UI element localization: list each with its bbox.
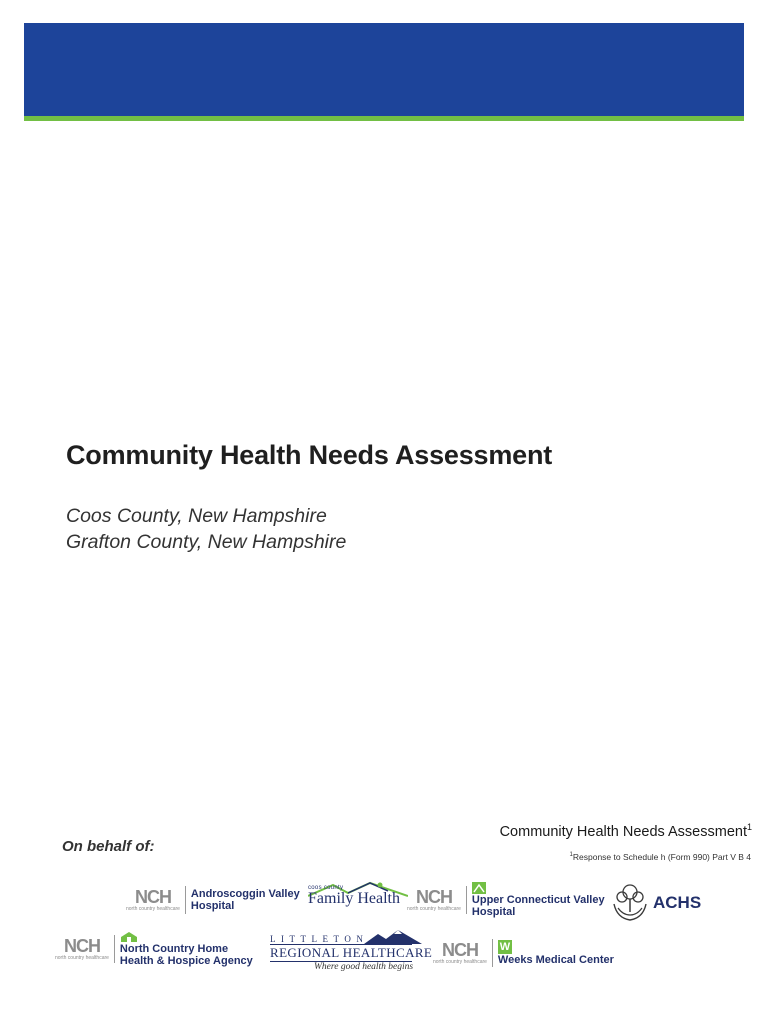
lrh-top: LITTLETON [270,934,369,944]
house-icon [120,931,138,943]
ucvh-emblem-icon [472,882,486,894]
header-banner [24,23,744,116]
nch-mark [55,937,109,961]
logo-divider [492,939,493,967]
nch-letters: NCH [134,887,171,907]
ccfh-small: coos county [308,885,344,891]
achs-text: ACHS [653,893,702,912]
tree-hands-icon [611,882,649,924]
ncha-name-line1: North Country Home [119,943,229,955]
wmc-name-text: Weeks Medical Center [497,954,614,966]
ucvh-logo [407,882,605,918]
lrh-mountain-icon [364,928,422,944]
nch-mark [407,888,461,912]
nch-tagline: north country healthcare [55,955,109,961]
reference-title-text: Community Health Needs Assessment [499,823,747,840]
wmc-name [498,940,614,966]
lrh-tagline: Where good health begins [314,962,414,972]
nch-letters: NCH [63,936,100,956]
footnote-mark-note: 1 [569,852,573,859]
reference-note [570,852,751,862]
ucvh-name-line1: Upper Connecticut Valley [471,894,605,906]
nch-mark [126,888,180,912]
subtitle-grafton: Grafton County, New Hampshire [66,531,347,553]
logo-divider [185,886,186,914]
footnote-mark: 1 [746,822,752,832]
reference-note-text: Response to Schedule h (Form 990) Part V B 4 [572,852,751,862]
lrh-name: REGIONAL HEALTHCARE [270,945,433,960]
ccfh-logo [308,881,408,907]
document-title: Community Health Needs Assessment [66,440,553,470]
ncha-name-line2: Health & Hospice Agency [119,955,253,967]
ucvh-name [472,882,605,918]
ncha-logo [55,931,253,967]
wmc-w-icon: W [499,941,511,953]
logo-divider [466,886,467,914]
reference-title [500,822,752,840]
nch-letters: NCH [441,940,478,960]
ncha-name [120,931,253,967]
ccfh-big: Family Health [308,890,400,907]
avh-logo [126,886,300,914]
ucvh-name-line2: Hospital [471,906,516,918]
on-behalf-label: On behalf of: [62,838,155,855]
nch-tagline: north country healthcare [407,906,461,912]
header-accent-rule [24,116,744,121]
avh-name [191,888,300,912]
avh-name-line1: Androscoggin Valley [190,888,300,900]
logo-divider [114,935,115,963]
lrh-header [270,928,432,944]
nch-letters: NCH [415,887,452,907]
avh-name-line2: Hospital [190,900,235,912]
nch-tagline: north country healthcare [126,906,180,912]
achs-logo [611,882,701,924]
nch-tagline: north country healthcare [433,959,487,965]
subtitle-coos: Coos County, New Hampshire [66,505,327,527]
nch-mark [433,941,487,965]
wmc-logo [433,939,614,967]
lrh-logo [270,928,432,972]
